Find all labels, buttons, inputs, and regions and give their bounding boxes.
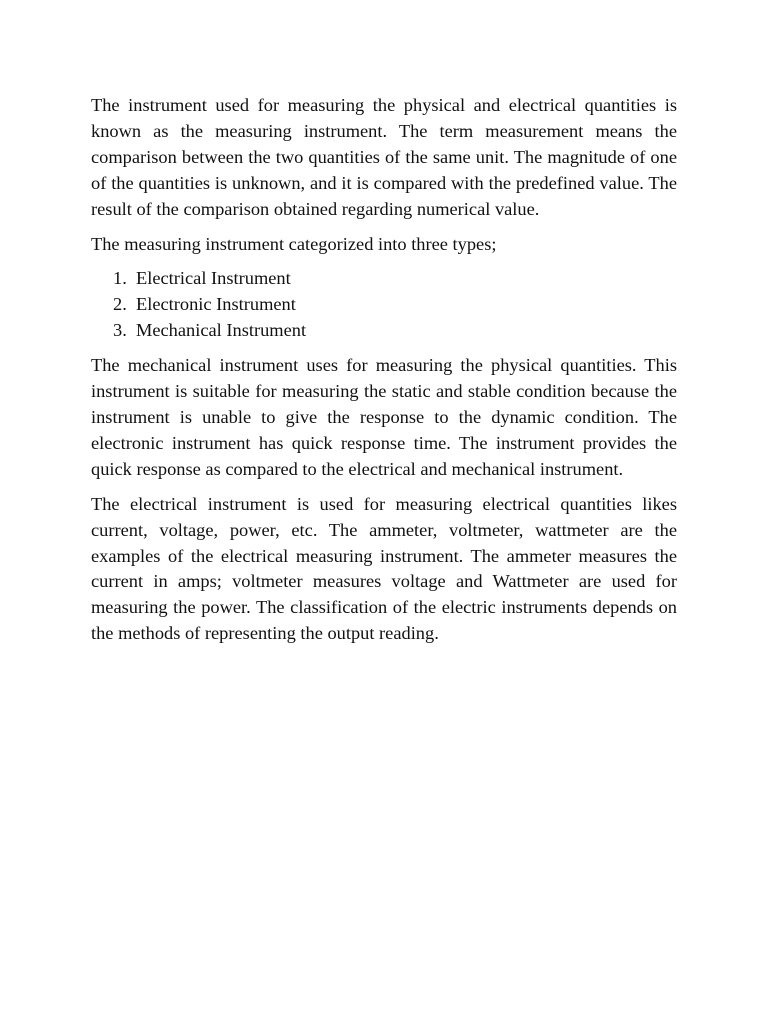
document-page	[91, 93, 677, 656]
electrical-paragraph: The electrical instrument is used for measuring electrical quantities likes current, voltage, power, etc. The ammeter, voltmeter, wattmeter are the examples of the electrical measuring instrument. The ammeter measures the current in amps; voltmeter measures voltage and Wattmeter are used for measuring the power. The classification of the electric instruments depends on the methods of representing the output reading.	[91, 493, 677, 644]
list-item	[91, 292, 677, 318]
list-item-label: Mechanical Instrument	[136, 320, 307, 341]
intro-paragraph: The instrument used for measuring the physical and electrical quantities is known as the measuring instrument. The term measurement means the comparison between the two quantities of the same unit. The magnitude of one of the quantities is unknown, and it is compared with the predefined value. The result of the comparison obtained regarding numerical value.	[91, 95, 677, 219]
list-item-number: 2.	[113, 294, 127, 315]
instrument-types-list	[91, 266, 677, 344]
list-item-number: 1.	[113, 268, 127, 289]
mechanical-paragraph: The mechanical instrument uses for measuring the physical quantities. This instrument is suitable for measuring the static and stable condition because the instrument is unable to give the response to the dynamic condition. The electronic instrument has quick response time. The instrument provides the quick response as compared to the electrical and mechanical instrument.	[91, 355, 677, 479]
list-item	[91, 318, 677, 344]
list-item-label: Electronic Instrument	[136, 294, 296, 315]
list-item-label: Electrical Instrument	[136, 268, 291, 289]
list-item-number: 3.	[113, 320, 127, 341]
list-item	[91, 266, 677, 292]
types-intro-paragraph: The measuring instrument categorized into three types;	[91, 233, 497, 254]
